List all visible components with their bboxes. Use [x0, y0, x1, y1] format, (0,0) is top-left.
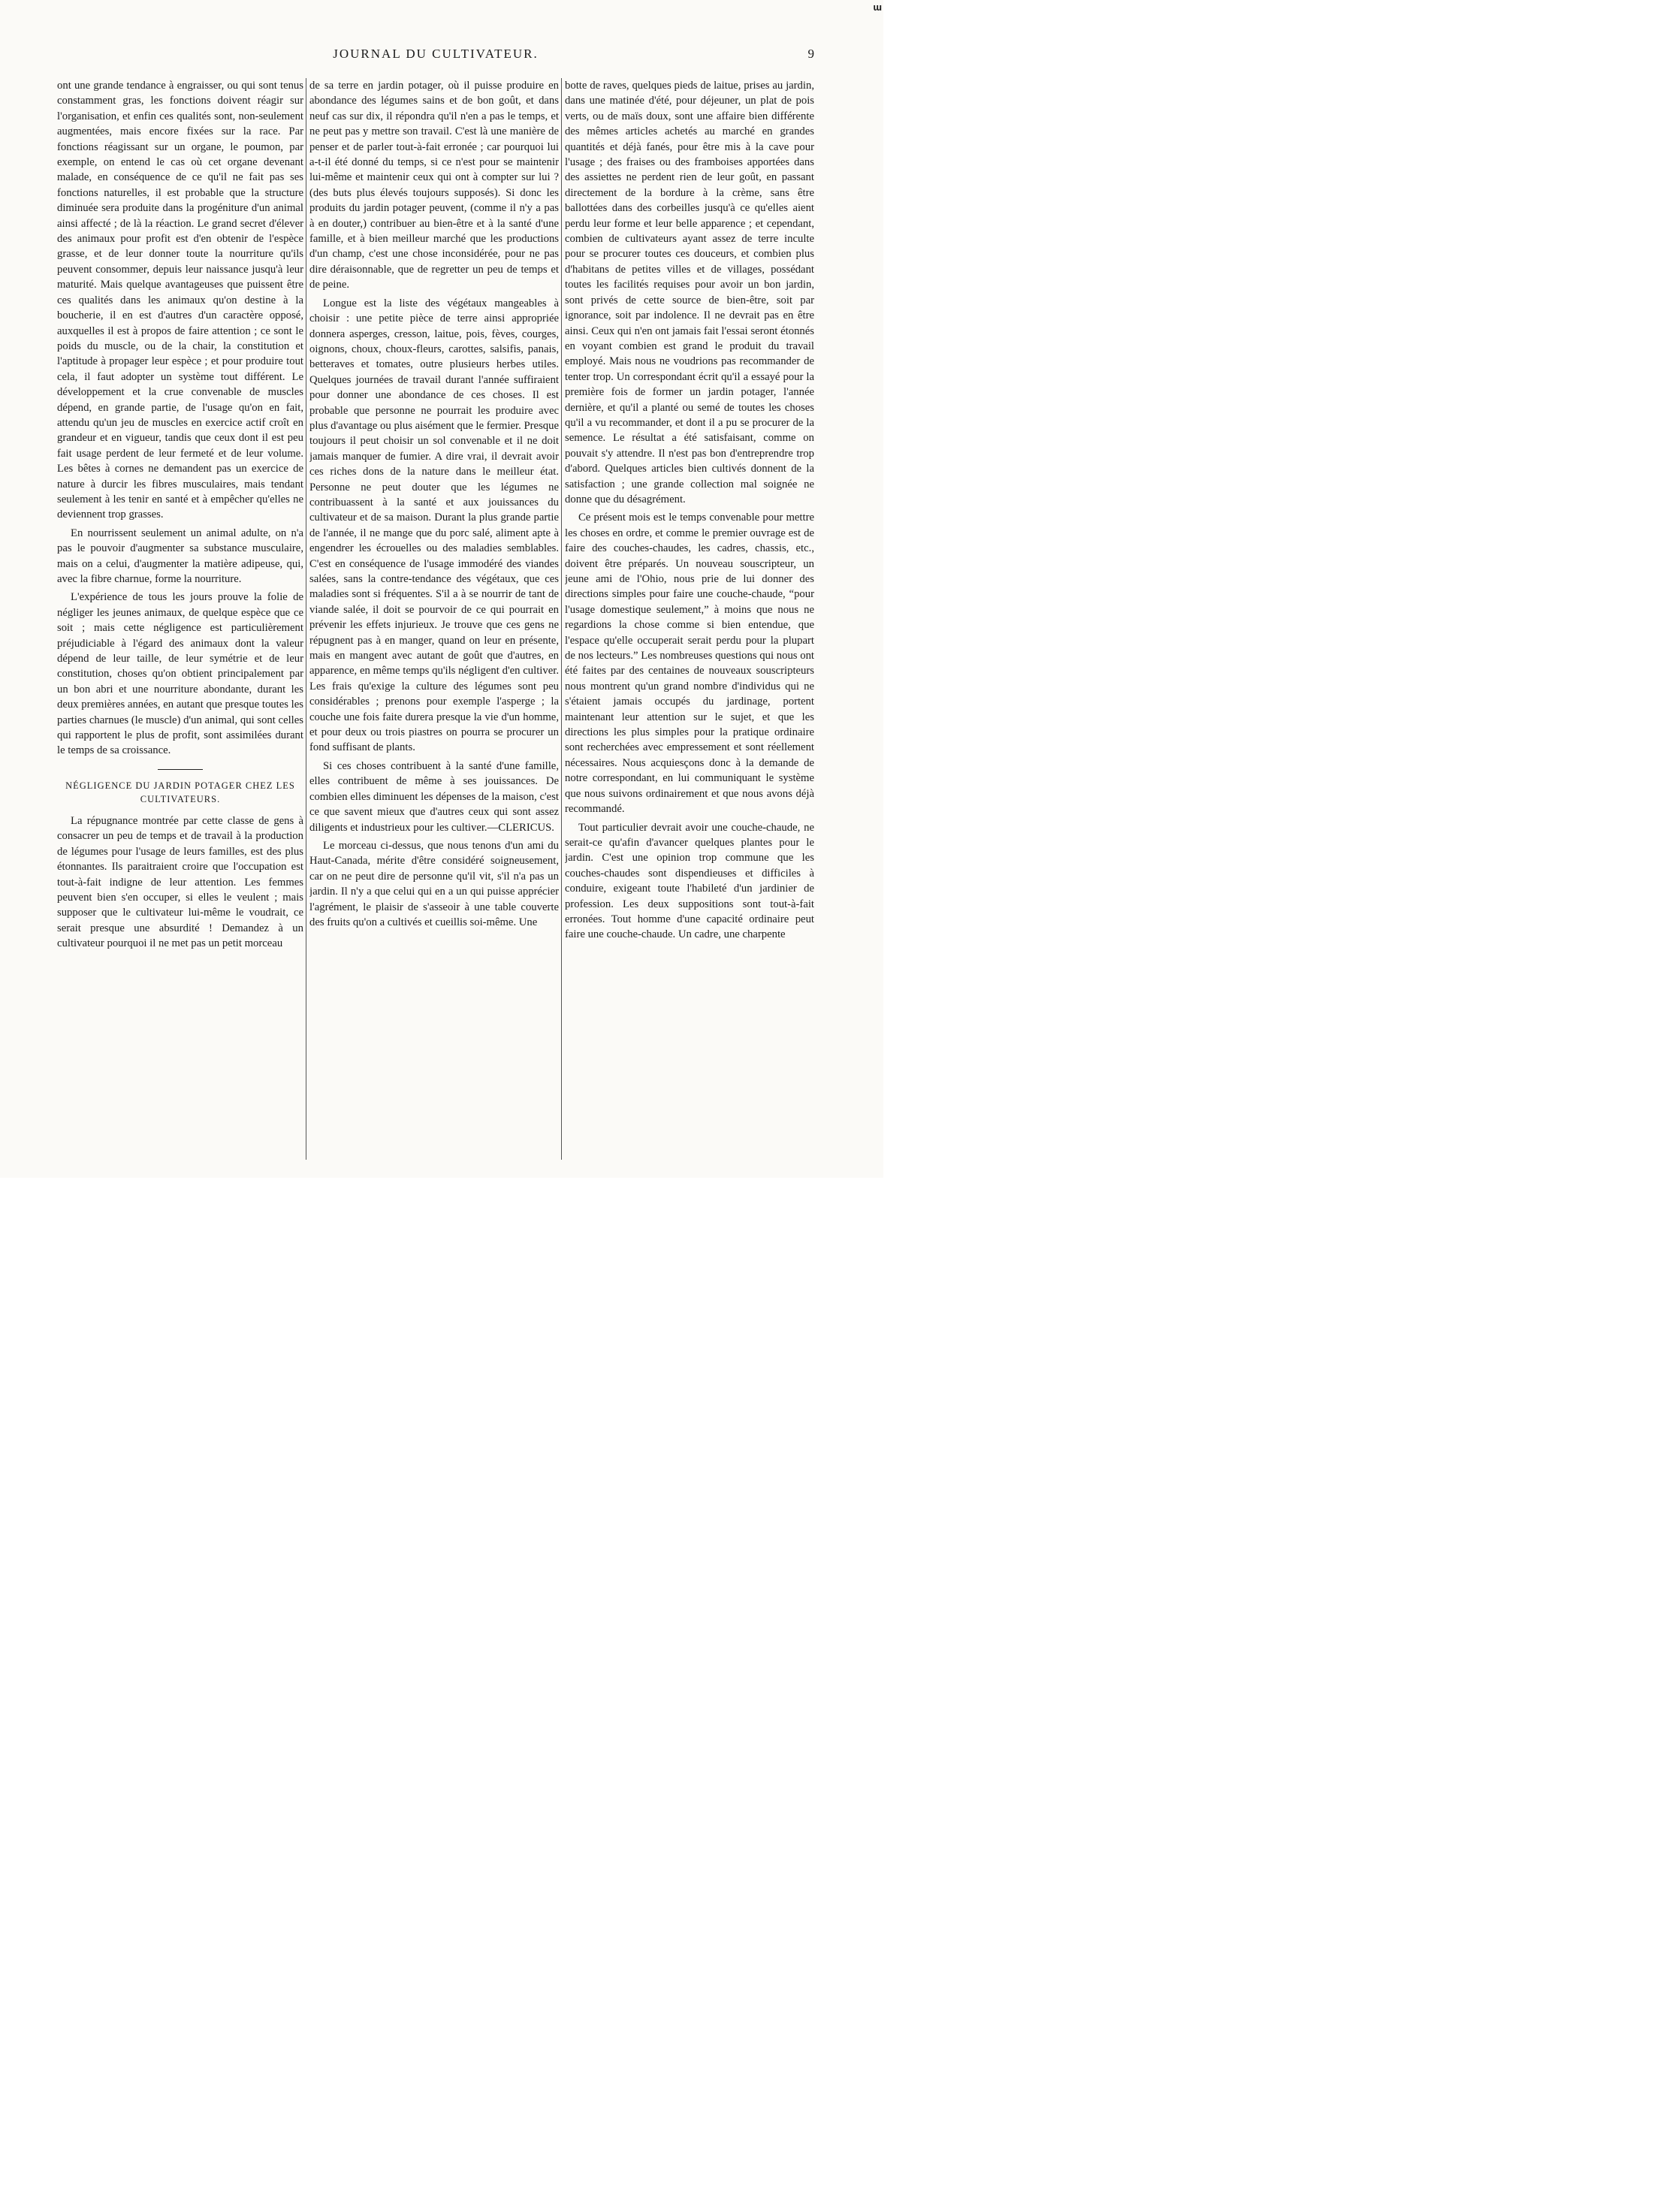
- section-heading: NÉGLIGENCE DU JARDIN POTAGER CHEZ LES CULTIVATEURS.: [65, 780, 295, 804]
- paragraph: L'expérience de tous les jours prouve la folie de négliger les jeunes animaux, de quelque espèce que ce soit ; mais cette négligence est particulièrement préjudiciable à l'égard des animaux dont la valeur dépend de leur taille, de leur symétrie et de leur constitution, choses qu'on obtient principalement par un bon abri et une nourriture abondante, durant les deux premières années, en autant que presque toutes les parties charnues (le muscle) d'un animal, qui sont celles qui rapportent le plus de profit, sont assimilées durant le temps de sa croissance.: [57, 591, 303, 757]
- page-header: [57, 47, 814, 65]
- page-number: 9: [807, 47, 814, 61]
- text-column-2: [309, 78, 559, 1160]
- paragraph: botte de raves, quelques pieds de laitue, prises au jardin, dans une matinée d'été, pour déjeuner, un plat de pois verts, ou de maïs doux, sont une affaire bien différente des mêmes articles achetés au marché en grandes quantités et déjà fanés, pour être mis à la cave pour l'usage ; des fraises ou des framboises apportées dans des assiettes ne perdent rien de leur goût, en passant directement de la bordure à la crème, sans être ballottées dans des corbeilles jusqu'à ce qu'elles aient perdu leur forme et leur belle apparence ; et cependant, combien de cultivateurs ayant assez de terre inculte pour se procurer toutes ces douceurs, et combien plus d'habitans de petites villes et de villages, possédant toutes les facilités requises pour avoir un bon jardin, sont privés de cette source de bien-être, soit par ignorance, soit par indolence. Il ne devrait pas en être ainsi. Ceux qui n'en ont jamais fait l'essai seront étonnés en voyant combien est grand le produit du travail employé. Mais nous ne voudrions pas recommander de tenter trop. Un correspondant écrit qu'il a essayé pour la première fois de former un jardin potager, l'année dernière, et qu'il a planté ou semé de toutes les choses qu'il a vu recommander, et dont il a pu se procurer de la semence. Le résultat a été satisfaisant, comme on pouvait s'y attendre. Il n'est pas bon d'entreprendre trop d'abord. Quelques articles bien cultivés donnent de la satisfaction ; une grande collection mal soignée ne donne que du désagrément.: [565, 80, 814, 505]
- running-title: JOURNAL DU CULTIVATEUR.: [333, 47, 539, 61]
- paragraph: Si ces choses contribuent à la santé d'une famille, elles contribuent de même à ses jouissances. De combien elles diminuent les dépenses de la maison, c'est ce que savent mieux que d'autres ceux qui sont assez diligents et industrieux pour les cultiver.—CLERICUS.: [309, 759, 559, 834]
- section-divider: [158, 769, 203, 770]
- paragraph: Ce présent mois est le temps convenable pour mettre les choses en ordre, et comme le premier ouvrage est de faire des couches-chaudes, les cadres, chassis, etc., doivent être préparés. Un nouveau souscripteur, un jeune ami de l'Ohio, nous prie de lui donner des directions simples pour faire une couche-chaude, “pour l'usage domestique seulement,” à moins que nous ne regardions la chose comme si bien entendue, que l'espace qu'elle occuperait serait perdu pour la plupart de nos lecteurs.” Les nombreuses questions qui nous ont été faites par des centaines de nouveaux souscripteurs nous montrent qu'un grand nombre d'individus qui ne s'étaient jamais occupés du jardinage, portent maintenant leur attention sur le sujet, et que les directions les plus simples pour la pratique ordinaire sont recherchées avec empressement et sont réellement nécessaires. Nous acquiesçons donc à la demande de notre correspondant, en lui communiquant le système que nous suivons ordinairement et que nous avons déjà recommandé.: [565, 512, 814, 816]
- text-column-3: [565, 78, 814, 1160]
- paragraph: La répugnance montrée par cette classe de gens à consacrer un peu de temps et de travail à la production de légumes pour l'usage de leurs familles, est des plus étonnantes. Ils paraitraient croire que l'occupation est tout-à-fait indigne de leur attention. Les femmes peuvent bien s'en occuper, si elles le veulent ; mais supposer que le cultivateur lui-même le voudrait, ce serait presque une absurdité ! Demandez à un cultivateur pourquoi il ne met pas un petit morceau: [57, 814, 303, 950]
- paragraph: de sa terre en jardin potager, où il puisse produire en abondance des légumes sains et de bon goût, et dans neuf cas sur dix, il répondra qu'il n'en a pas le temps, et ne peut pas y mettre son travail. C'est là une manière de penser et de parler tout-à-fait erronée ; car pourquoi lui a-t-il été donné du temps, si ce n'est pour se maintenir lui-même et maintenir ceux qui ont à compter sur lui ? (des buts plus élevés toujours supposés). Si donc les produits du jardin potager peuvent, (comme il n'y a pas à en douter,) contribuer au bien-être et à la santé d'une famille, et à bien meilleur marché que les productions d'un champ, c'est une chose inconsidérée, pour ne pas dire déraisonnable, que de regretter un peu de temps et de peine.: [309, 80, 559, 291]
- newspaper-page: [0, 0, 883, 1178]
- column-rule: [561, 78, 562, 1160]
- corner-mark: ɯ: [873, 2, 882, 13]
- paragraph: En nourrissent seulement un animal adulte, on n'a pas le pouvoir d'augmenter sa substance musculaire, mais on a celui, d'augmenter la matière adipeuse, qui, avec la fibre charnue, forme la nourriture.: [57, 527, 303, 585]
- paragraph: ont une grande tendance à engraisser, ou qui sont tenus constamment gras, les fonctions doivent réagir sur l'organisation, et enfin ces qualités sont, non-seulement augmentées, mais encore fixées sur la race. Par fonctions réagissant sur un organe, le poumon, par exemple, on entend le cas où cet organe devenant malade, en conséquence de ce qu'il ne fait pas ses fonctions naturelles, il est probable que la structure diminuée sera produite dans la progéniture d'un animal ainsi affecté ; de là la réaction. Le grand secret d'élever des animaux pour profit est d'en obtenir de l'espèce grasse, et de leur donner toute la nourriture qu'ils peuvent consommer, depuis leur naissance jusqu'à leur maturité. Mais quelque avantageuses que puissent être ces qualités dans les animaux qu'on destine à la boucherie, il en est d'autres d'un caractère opposé, auxquelles il est à propos de faire attention ; ce sont le poids du muscle, ou de la chair, la constitution et l'aptitude à propager leur espèce ; et pour produire tout cela, il faut adopter un système tout différent. Le développement et la crue convenable de muscles dépend, en grande partie, de l'usage qu'on en fait, attendu qu'un jeu de muscles en exercice actif croît en grandeur et en vigueur, tandis que ceux dont il est peu fait usage perdent de leur fermeté et de leur volume. Les bêtes à cornes ne demandent pas un exercice de nature à durcir les fibres musculaires, mais tendant seulement à les tenir en santé et à empêcher qu'elles ne deviennent trop grasses.: [57, 80, 303, 521]
- paragraph: Longue est la liste des végétaux mangeables à choisir : une petite pièce de terre ainsi appropriée donnera asperges, cresson, laitue, pois, fèves, courges, oignons, choux, choux-fleurs, carottes, salsifis, panais, betteraves et tomates, outre plusieurs herbes utiles. Quelques journées de travail durant l'année suffiraient pour donner une abondance de ces choses. Il est probable que personne ne pourrait les produire avec plus d'avantage ou plus aisément que le fermier. Presque toujours il peut choisir un sol convenable et il ne doit jamais manquer de fumier. A dire vrai, il devrait avoir ces riches dons de la nature dans le meilleur état. Personne ne peut douter que les légumes ne contribuassent à la santé et aux jouissances du cultivateur et de sa maison. Durant la plus grande partie de l'année, il ne mange que du porc salé, aliment apte à engendrer les écrouelles ou des maladies semblables. C'est en conséquence de l'usage immodéré des viandes salées, sans la contre-tendance des végétaux, que ces maladies sont si fréquentes. S'il a à se nourrir de tant de viande salée, il doit se pourvoir de ce qui pourrait en prévenir les effets injurieux. Je trouve que ces gens ne répugnent pas à en manger, quand on leur en présente, mais en mangent avec autant de goût que d'autres, en apparence, en même temps qu'ils négligent d'en cultiver. Les frais qu'exige la culture des légumes sont peu considérables ; prenons pour exemple l'asperge ; la couche une fois faite durera presque la vie d'un homme, et pour deux ou trois piastres on pourra se procurer un fond suffisant de plants.: [309, 297, 559, 754]
- paragraph: Le morceau ci-dessus, que nous tenons d'un ami du Haut-Canada, mérite d'être considéré soigneusement, car on ne peut dire de personne qu'il vit, s'il n'a pas un jardin. Il n'y a que celui qui en a un qui puisse apprécier l'agrément, le plaisir de s'asseoir à une table couverte des fruits qu'on a cultivés et cueillis soi-même. Une: [309, 839, 559, 928]
- paragraph: Tout particulier devrait avoir une couche-chaude, ne serait-ce qu'afin d'avancer quelques plantes pour le jardin. C'est une opinion trop commune que les couches-chaudes sont dispendieuses et difficiles à conduire, exigeant toute l'habileté d'un jardinier de profession. Les deux suppositions sont tout-à-fait erronées. Tout homme d'une capacité ordinaire peut faire une couche-chaude. Un cadre, une charpente: [565, 821, 814, 941]
- text-column-1: [57, 78, 303, 1160]
